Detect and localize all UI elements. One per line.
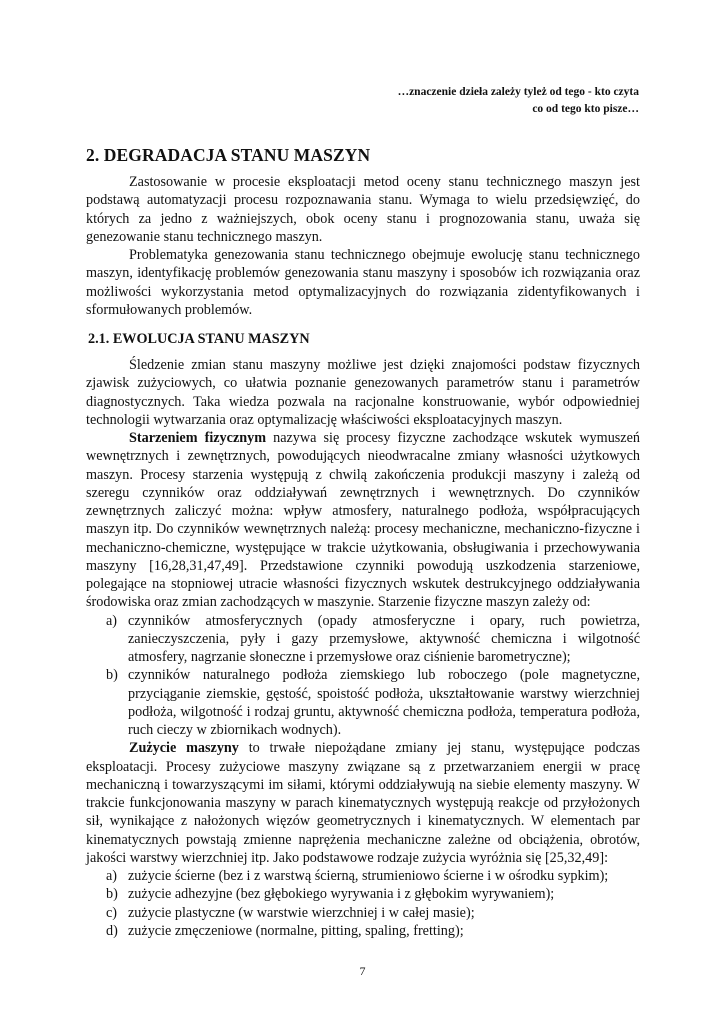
list-item xyxy=(86,885,640,903)
list-item-text: czynników atmosferycznych (opady atmosferyczne i opary, ruch powietrza, zanieczyszczenia, pyły i gazy przemysłowe, aktywność chemiczna i wilgotność atmosfery, nagrzanie słoneczne i przemysłowe oraz ciśnienie barometryczne); xyxy=(128,612,640,665)
list-item-label: a) xyxy=(106,868,118,884)
machine-wear-text: to trwałe niepożądane zmiany jej stanu, występujące podczas eksploatacji. Procesy zużyciowe maszyny związane są z przetwarzaniem energii w pracę mechaniczną i towarzyszącymi im siłami, którymi oddziaływują na siebie elementy maszyny. W trakcie funkcjonowania maszyny w parach kinematycznych występują reakcje od przyłożonych sił, wynikające z nałożonych więzów geometrycznych i kinematycznych. W elementach par kinematycznych powstają zmienne naprężenia mechaniczne zależne od obciążenia, obrotów, jakości warstwy wierzchniej itp. Jako podstawowe rodzaje zużycia wyróżnia się [25,32,49]: xyxy=(86,740,640,866)
list-item-text: czynników naturalnego podłoża ziemskiego lub roboczego (pole magnetyczne, przyciąganie ziemskie, gęstość, spoistość podłoża, ukształtowanie warstwy wierzchniej podłoża, wilgotność i rodzaj gruntu, aktywność chemiczna podłoża, temperatura podłoża, ruch cieczy w zbiornikach wodnych). xyxy=(128,667,640,738)
section-title: 2.1. EWOLUCJA STANU MASZYN xyxy=(88,331,310,347)
list-item-label: b) xyxy=(106,886,118,903)
list-item xyxy=(86,922,640,940)
chapter-intro xyxy=(86,173,640,319)
list-item-label: b) xyxy=(106,667,118,684)
section-body xyxy=(86,356,640,940)
list-item-label: c) xyxy=(106,904,118,921)
intro-paragraph-2: Problematyka genezowania stanu technicznego obejmuje ewolucję stanu technicznego maszyn, identyfikację problemów genezowania stanu maszyny i sposobów ich rozwiązania oraz możliwości wykorzystania metod optymalizacyjnych do rozwiązania zidentyfikowanych i sformułowanych problemów. xyxy=(86,247,640,318)
physical-aging-text: nazywa się procesy fizyczne zachodzące wskutek wymuszeń wewnętrznych i zewnętrznych, powodujących nieodwracalne zmiany własności użytkowych maszyn. Procesy starzenia występują z chwilą zakończenia produkcji maszyny i zależą od szeregu czynników oraz oddziaływań zewnętrznych i wewnętrznych. Do czynników zewnętrznych zaliczyć można: wpływ atmosfery, naturalnego podłoża, współpracujących maszyn itp. Do czynników wewnętrznych należą: procesy mechaniczne, mechaniczno-fizyczne i mechaniczno-chemiczne, występujące w trakcie użytkowania, obsługiwania i przechowywania maszyny [16,28,31,47,49]. Przedstawione czynniki powodują uszkodzenia starzeniowe, polegające na stopniowej utracie własności fizycznych wskutek destrukcyjnego oddziaływania środowiska oraz zmian zachodzących w maszynie. Starzenie fizyczne maszyn zależy od: xyxy=(86,430,640,611)
wear-types-list xyxy=(86,867,640,940)
intro-paragraph-1: Zastosowanie w procesie eksploatacji metod oceny stanu technicznego maszyn jest podstawą automatyzacji procesu rozpoznawania stanu. Wymaga to wielu przedsięwzięć, do których za jedno z ważniejszych, obok oceny stanu i prognozowania stanu, uważa się genezowanie stanu technicznego maszyn. xyxy=(86,174,640,245)
section-paragraph-3 xyxy=(86,739,640,867)
list-item-text: zużycie zmęczeniowe (normalne, pitting, spaling, fretting); xyxy=(128,922,464,939)
section-paragraph-1: Śledzenie zmian stanu maszyny możliwe jest dzięki znajomości podstaw fizycznych zjawisk zużyciowych, co ułatwia poznanie genezowanych parametrów stanu i parametrów diagnostycznych. Taka wiedza pozwala na racjonalne konstruowanie, wybór odpowiedniej technologii wytwarzania oraz optymalizację właściwości eksploatacyjnych maszyn. xyxy=(86,357,640,428)
section-paragraph-2 xyxy=(86,429,640,612)
aging-factors-list xyxy=(86,612,640,740)
list-item-label: a) xyxy=(106,612,118,629)
term-physical-aging: Starzeniem fizycznym xyxy=(129,430,267,446)
page-number: 7 xyxy=(359,964,366,978)
list-item-text: zużycie adhezyjne (bez głębokiego wyrywania i z głębokim wyrywaniem); xyxy=(128,886,555,903)
list-item-text: zużycie plastyczne (w warstwie wierzchniej i w całej masie); xyxy=(128,904,475,921)
epigraph-line-2: co od tego kto pisze… xyxy=(532,103,639,115)
list-item xyxy=(86,666,640,739)
epigraph-line-1: …znaczenie dzieła zależy tyleż od tego - kto czyta xyxy=(397,86,639,98)
list-item xyxy=(86,867,640,885)
term-machine-wear: Zużycie maszyny xyxy=(129,740,239,757)
list-item-text: zużycie ścierne (bez i z warstwą ścierną, strumieniowo ścierne i w ośrodku sypkim); xyxy=(128,868,609,884)
chapter-title: 2. DEGRADACJA STANU MASZYN xyxy=(86,145,371,165)
list-item xyxy=(86,612,640,667)
list-item-label: d) xyxy=(106,922,118,939)
epigraph xyxy=(398,84,639,118)
list-item xyxy=(86,904,640,922)
